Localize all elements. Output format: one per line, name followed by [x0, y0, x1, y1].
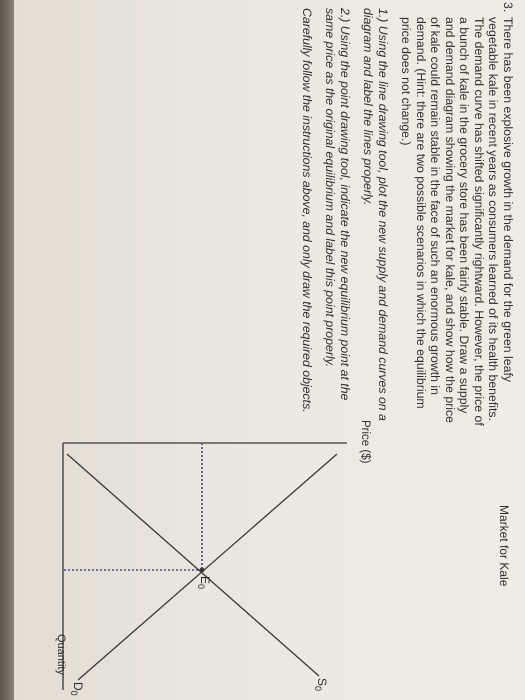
- instruction-note: Carefully follow the instructions above, and only draw the required objects.: [300, 8, 314, 413]
- supply-curve-subscript: 0: [313, 686, 323, 692]
- equilibrium-label: [198, 576, 212, 589]
- question-paragraph: There has been explosive growth in the demand for the green leafy vegetable kale in recent years as consumers learned of its health benefits. The demand curve has shifted significantly rightward. However, the price of a bunch of kale in the grocery store has been fairly stable. Draw a supply and demand diagram showing the market for kale, and show how the price of kale could remain stable in the face of such an enormous growth in demand. (Hint: there are two possible scenarios in which the equilibrium price does not change.): [399, 17, 515, 426]
- equilibrium-point: [200, 568, 205, 573]
- supply-curve-label: [315, 678, 329, 691]
- question-number: 3.: [501, 2, 515, 13]
- demand-curve: [78, 454, 337, 680]
- demand-curve-letter: D: [71, 682, 85, 691]
- instruction-step-2: 2.) Using the point drawing tool, indicate the new equilibrium point at the same price as the original equilibrium and label this point properly.: [323, 8, 352, 401]
- worksheet-page: [14, 0, 525, 700]
- supply-curve-letter: S: [315, 678, 329, 687]
- equilibrium-letter: E: [198, 576, 212, 585]
- demand-curve-label: [71, 682, 85, 696]
- supply-curve: [67, 454, 319, 676]
- table-edge: [0, 0, 14, 700]
- instruction-step-1: 1.) Using the line drawing tool, plot the new supply and demand curves on a diagram and label the lines properly.: [361, 8, 390, 421]
- equilibrium-subscript: 0: [196, 584, 206, 590]
- diagram-title: Market for Kale: [497, 505, 511, 587]
- y-axis-label: Price ($): [359, 420, 371, 464]
- supply-demand-diagram[interactable]: [14, 0, 525, 700]
- demand-curve-subscript: 0: [69, 690, 79, 696]
- x-axis-label: Quantity: [55, 634, 67, 675]
